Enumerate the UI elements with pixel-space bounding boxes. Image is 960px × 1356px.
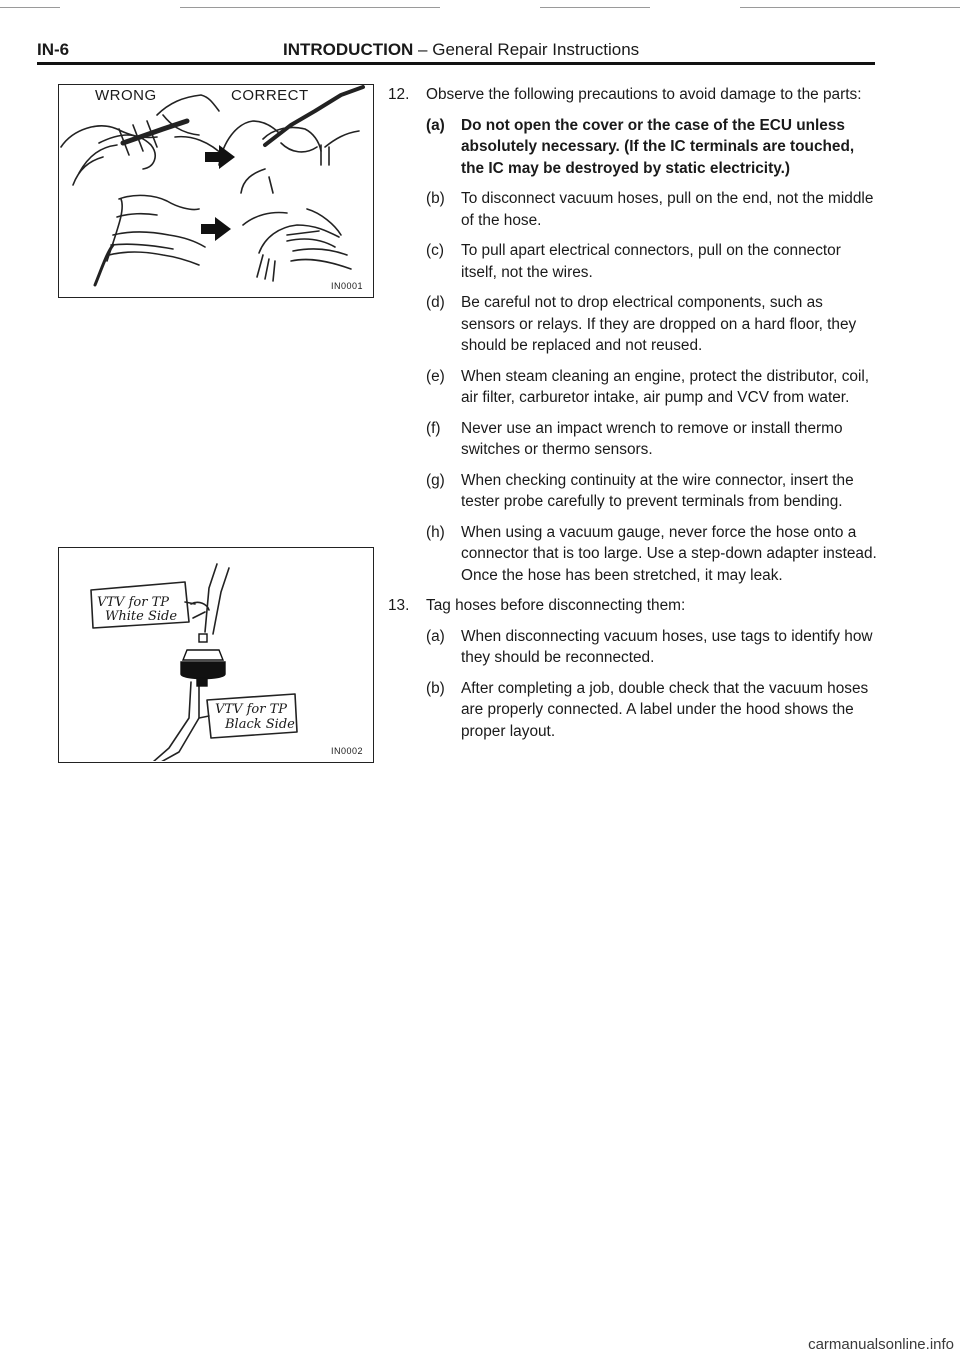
sub-item [426, 366, 878, 409]
sub-item [426, 418, 878, 461]
sub-label: (a) [426, 627, 445, 645]
page-header [37, 38, 875, 62]
item-number: 12. [388, 86, 410, 103]
list-item-12 [388, 84, 878, 106]
figure-code: IN0001 [330, 281, 363, 291]
sub-label: (a) [426, 116, 445, 134]
label-wrong: WRONG [95, 87, 157, 104]
sub-label: (f) [426, 419, 441, 437]
sub-item [426, 678, 878, 743]
tag-top-line2: White Side [105, 609, 178, 624]
sub-text: When checking continuity at the wire connector, insert the tester probe carefully to prevent terminals from bending. [461, 471, 854, 510]
tag-bottom-line1: VTV for TP [215, 702, 287, 717]
header-title [283, 40, 639, 60]
sub-label: (d) [426, 294, 445, 311]
sub-label: (b) [426, 190, 445, 207]
instructions-column [388, 84, 878, 751]
header-rule [37, 62, 875, 65]
item-text: Tag hoses before disconnecting them: [426, 597, 686, 614]
figure-hose-handling [58, 84, 374, 298]
tag-bottom-line2: Black Side [225, 717, 295, 732]
scan-line [0, 7, 60, 8]
tag-top-line1: VTV for TP [97, 595, 169, 610]
vtv-tags-illustration [59, 548, 372, 761]
sub-text: After completing a job, double check that the vacuum hoses are properly connected. A label under the hood shows the proper layout. [461, 679, 869, 740]
scan-line [740, 7, 960, 8]
sub-item [426, 470, 878, 513]
sub-text: Never use an impact wrench to remove or install thermo switches or thermo sensors. [461, 419, 843, 458]
sub-item [426, 115, 878, 180]
figure-vtv-tags [58, 547, 374, 763]
sub-text: Be careful not to drop electrical components, such as sensors or relays. If they are dropped on a hard floor, they should be replaced and not reused. [461, 294, 857, 354]
sub-label: (g) [426, 471, 445, 489]
list-item-13 [388, 595, 878, 617]
sub-text: When steam cleaning an engine, protect the distributor, coil, air filter, carburetor intake, air pump and VCV from water. [461, 367, 870, 406]
sub-item [426, 240, 878, 283]
item-text: Observe the following precautions to avoid damage to the parts: [426, 86, 862, 103]
section-subtitle: General Repair Instructions [432, 40, 640, 59]
item-number: 13. [388, 597, 410, 614]
sub-text: To pull apart electrical connectors, pull on the connector itself, not the wires. [461, 242, 841, 281]
sub-text: To disconnect vacuum hoses, pull on the end, not the middle of the hose. [461, 190, 874, 229]
page-number: IN-6 [37, 40, 70, 59]
watermark: carmanualsonline.info [808, 1336, 954, 1353]
scan-line [540, 7, 650, 8]
hose-handling-illustration [59, 85, 372, 296]
sub-text: Do not open the cover or the case of the ECU unless absolutely necessary. (If the IC terminals are touched, the IC may be destroyed by static electricity.) [461, 116, 855, 177]
figure-code: IN0002 [330, 746, 363, 756]
sub-text: When disconnecting vacuum hoses, use tags to identify how they should be reconnected. [461, 627, 873, 666]
sub-label: (e) [426, 367, 445, 385]
sub-item [426, 188, 878, 231]
sub-item [426, 626, 878, 669]
scan-line [180, 7, 440, 8]
sub-item [426, 292, 878, 357]
header-dash: – [413, 40, 433, 59]
label-correct: CORRECT [231, 87, 309, 104]
sub-label: (b) [426, 679, 445, 697]
sub-label: (h) [426, 523, 445, 541]
sub-item [426, 522, 878, 587]
sub-label: (c) [426, 242, 444, 259]
section-title: INTRODUCTION [283, 40, 414, 59]
sub-text: When using a vacuum gauge, never force the hose onto a connector that is too large. Use a step-down adapter instead. Once the hose has been stretched, it may leak. [461, 523, 877, 584]
